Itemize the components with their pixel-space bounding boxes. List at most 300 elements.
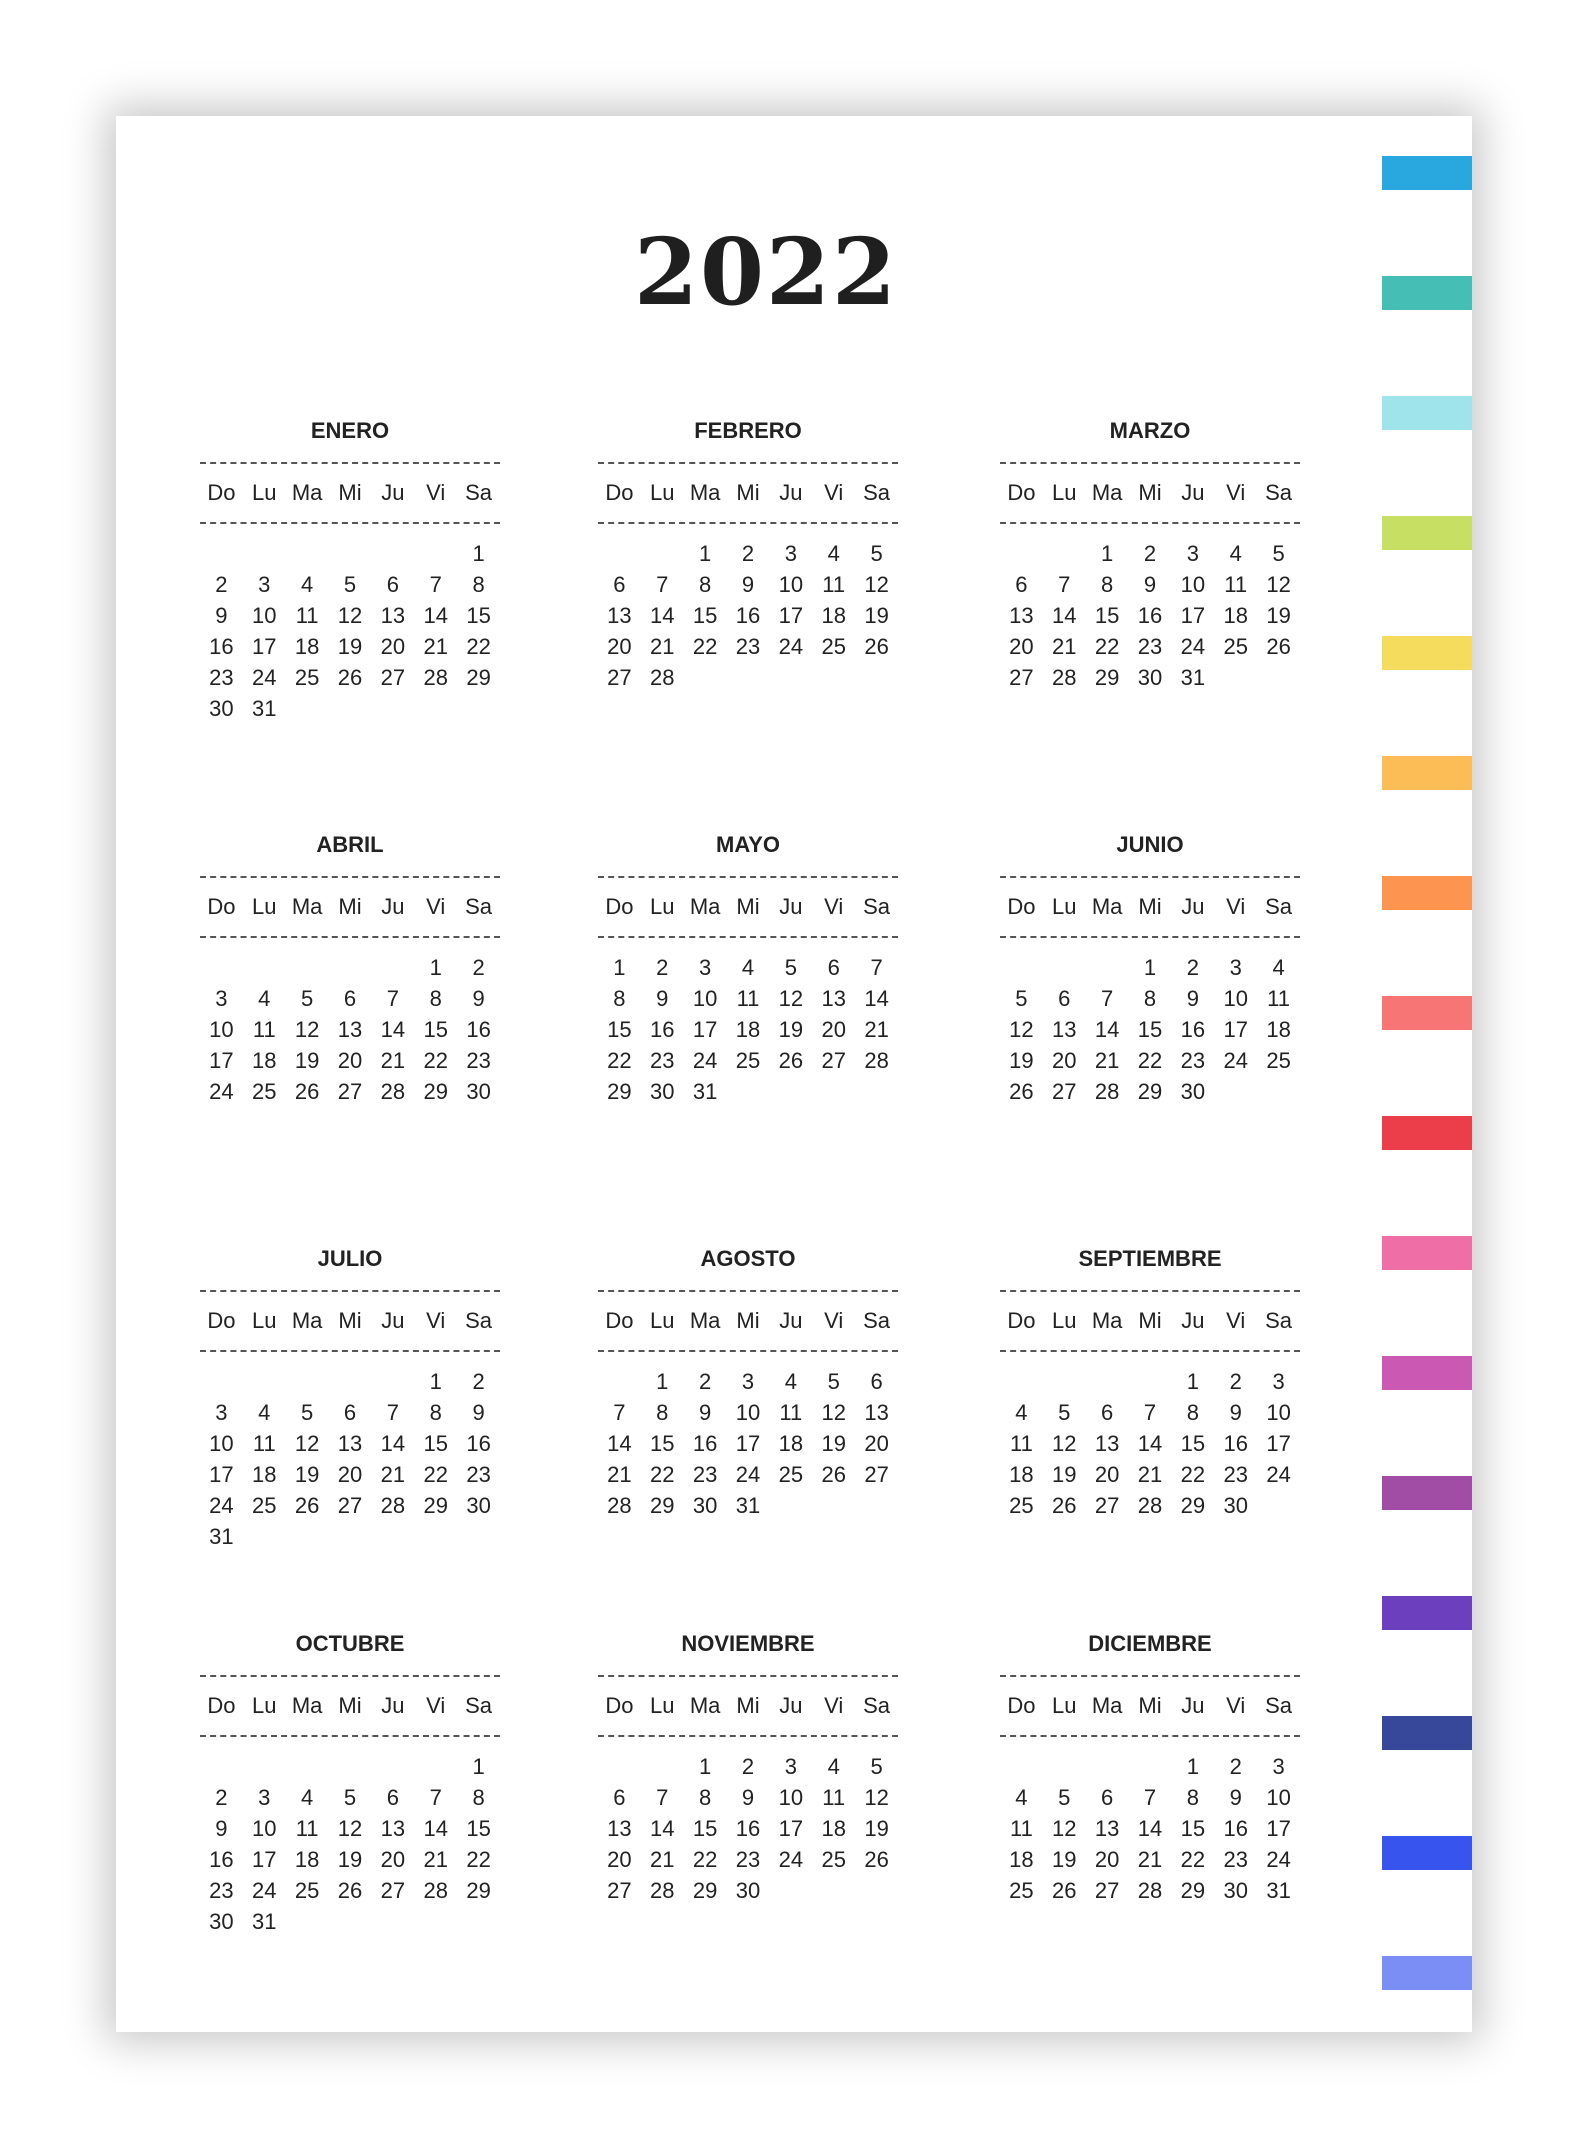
- color-tab-10[interactable]: [1382, 1236, 1472, 1270]
- date-cell: 19: [864, 1816, 889, 1841]
- empty-cell: [1043, 1366, 1086, 1397]
- date-cell: 31: [209, 1524, 234, 1549]
- date-cell: 19: [294, 1048, 320, 1073]
- month-septiembre: [1000, 1246, 1300, 1521]
- dashed-divider: [1000, 462, 1300, 464]
- empty-cell: [1000, 1751, 1043, 1782]
- date-cell: 24: [252, 665, 277, 690]
- date-cell: 30: [209, 696, 234, 721]
- date-cell: 14: [380, 1017, 406, 1042]
- weekday-label: Lu: [1052, 894, 1077, 919]
- color-tab-7[interactable]: [1382, 876, 1472, 910]
- empty-cell: [1043, 538, 1086, 569]
- date-cell: 26: [294, 1079, 320, 1104]
- weekday-label: Vi: [824, 894, 844, 919]
- date-cell: 18: [294, 634, 320, 659]
- date-cell: 7: [656, 572, 669, 597]
- date-cell: 1: [1186, 1754, 1199, 1779]
- date-cell: 25: [294, 1878, 320, 1903]
- date-cell: 2: [215, 1785, 228, 1810]
- month-name: MARZO: [1109, 418, 1191, 443]
- weekday-label: Vi: [426, 1693, 446, 1718]
- date-cell: 25: [1009, 1493, 1034, 1518]
- date-grid: [200, 1751, 500, 1937]
- date-cell: 27: [864, 1462, 889, 1487]
- date-cell: 28: [1137, 1878, 1163, 1903]
- date-cell: 26: [1052, 1878, 1077, 1903]
- weekday-label: Lu: [1052, 1308, 1077, 1333]
- date-cell: 1: [1186, 1369, 1199, 1394]
- color-tab-3[interactable]: [1382, 396, 1472, 430]
- date-cell: 2: [215, 572, 228, 597]
- weekday-label: Ju: [381, 480, 405, 505]
- date-grid: [598, 1366, 898, 1521]
- month-diciembre: [1000, 1631, 1300, 1906]
- month-agosto: [598, 1246, 898, 1521]
- date-cell: 28: [423, 1878, 448, 1903]
- date-cell: 26: [337, 665, 363, 690]
- date-grid: [598, 952, 898, 1107]
- year-title: 2022: [633, 218, 899, 326]
- date-cell: 22: [607, 1048, 632, 1073]
- date-cell: 6: [613, 1785, 626, 1810]
- date-cell: 27: [607, 1878, 632, 1903]
- dashed-divider: [598, 1735, 898, 1737]
- date-cell: 25: [1223, 634, 1248, 659]
- date-cell: 10: [1180, 572, 1206, 597]
- date-cell: 10: [735, 1400, 761, 1425]
- empty-cell: [598, 538, 641, 569]
- date-cell: 15: [466, 1816, 491, 1841]
- weekday-label: Ju: [1181, 1693, 1205, 1718]
- weekday-header: [598, 478, 898, 508]
- date-cell: 17: [252, 634, 277, 659]
- weekday-label: Ma: [291, 894, 323, 919]
- color-tab-5[interactable]: [1382, 636, 1472, 670]
- date-cell: 4: [258, 1400, 271, 1425]
- color-tab-4[interactable]: [1382, 516, 1472, 550]
- date-cell: 25: [252, 1079, 277, 1104]
- date-cell: 22: [423, 1048, 448, 1073]
- date-cell: 13: [1052, 1017, 1077, 1042]
- date-cell: 19: [1052, 1847, 1077, 1872]
- date-cell: 19: [294, 1462, 320, 1487]
- date-cell: 14: [423, 1816, 448, 1841]
- date-cell: 17: [778, 1816, 804, 1841]
- weekday-label: Lu: [650, 894, 675, 919]
- date-cell: 14: [650, 1816, 675, 1841]
- date-cell: 11: [1224, 572, 1248, 597]
- date-cell: 26: [1052, 1493, 1077, 1518]
- date-cell: 12: [864, 572, 889, 597]
- date-cell: 19: [1009, 1048, 1034, 1073]
- date-cell: 10: [778, 572, 804, 597]
- date-cell: 21: [1094, 1048, 1120, 1073]
- empty-cell: [286, 952, 329, 983]
- date-cell: 18: [821, 603, 846, 628]
- date-cell: 9: [741, 572, 755, 597]
- weekday-label: Lu: [650, 480, 675, 505]
- date-cell: 22: [692, 1847, 718, 1872]
- date-cell: 25: [1266, 1048, 1291, 1073]
- date-cell: 5: [827, 1369, 840, 1394]
- empty-cell: [329, 538, 372, 569]
- dashed-divider: [1000, 876, 1300, 878]
- date-grid: [1000, 952, 1300, 1107]
- month-name: FEBRERO: [694, 418, 802, 443]
- date-cell: 27: [380, 665, 406, 690]
- date-cell: 11: [252, 1431, 276, 1456]
- date-cell: 10: [1266, 1785, 1291, 1810]
- date-cell: 1: [656, 1369, 669, 1394]
- date-cell: 29: [1180, 1878, 1206, 1903]
- date-cell: 21: [1137, 1462, 1163, 1487]
- date-cell: 31: [252, 696, 277, 721]
- empty-cell: [286, 538, 329, 569]
- date-cell: 3: [215, 986, 228, 1011]
- date-cell: 16: [1137, 603, 1163, 628]
- weekday-label: Mi: [1138, 894, 1162, 919]
- date-cell: 1: [429, 1369, 442, 1394]
- date-grid: [1000, 1366, 1300, 1521]
- date-cell: 1: [699, 541, 712, 566]
- date-cell: 2: [699, 1369, 712, 1394]
- date-cell: 24: [209, 1493, 234, 1518]
- weekday-label: Ju: [779, 1308, 803, 1333]
- date-cell: 16: [209, 634, 234, 659]
- dashed-divider: [200, 1735, 500, 1737]
- date-cell: 1: [699, 1754, 712, 1779]
- date-cell: 14: [1137, 1816, 1163, 1841]
- date-cell: 20: [864, 1431, 889, 1456]
- date-cell: 14: [607, 1431, 632, 1456]
- date-cell: 10: [1223, 986, 1248, 1011]
- empty-cell: [414, 1751, 457, 1782]
- weekday-label: Mi: [736, 1693, 760, 1718]
- date-cell: 17: [1180, 603, 1206, 628]
- date-cell: 11: [295, 603, 319, 628]
- date-cell: 31: [692, 1079, 718, 1104]
- date-cell: 15: [1180, 1431, 1206, 1456]
- dashed-divider: [1000, 1290, 1300, 1292]
- date-cell: 21: [1137, 1847, 1163, 1872]
- empty-cell: [371, 538, 414, 569]
- date-cell: 15: [423, 1431, 448, 1456]
- date-cell: 13: [1094, 1431, 1120, 1456]
- date-cell: 18: [821, 1816, 846, 1841]
- date-cell: 7: [429, 572, 442, 597]
- date-cell: 23: [692, 1462, 718, 1487]
- date-cell: 22: [423, 1462, 448, 1487]
- weekday-label: Lu: [252, 894, 277, 919]
- date-cell: 23: [466, 1048, 491, 1073]
- date-cell: 7: [386, 986, 399, 1011]
- date-cell: 11: [252, 1017, 276, 1042]
- date-cell: 14: [1094, 1017, 1120, 1042]
- date-cell: 11: [779, 1400, 803, 1425]
- date-cell: 7: [613, 1400, 626, 1425]
- date-cell: 29: [607, 1079, 632, 1104]
- date-cell: 3: [699, 955, 712, 980]
- date-cell: 14: [380, 1431, 406, 1456]
- empty-cell: [1000, 952, 1043, 983]
- weekday-label: Do: [605, 480, 634, 505]
- date-cell: 7: [1101, 986, 1114, 1011]
- date-cell: 13: [1094, 1816, 1120, 1841]
- date-cell: 15: [650, 1431, 675, 1456]
- date-cell: 27: [337, 1493, 363, 1518]
- date-cell: 7: [656, 1785, 669, 1810]
- date-cell: 6: [1058, 986, 1071, 1011]
- date-cell: 21: [380, 1462, 406, 1487]
- weekday-label: Do: [207, 894, 236, 919]
- date-cell: 16: [692, 1431, 718, 1456]
- date-cell: 5: [1015, 986, 1028, 1011]
- date-cell: 14: [423, 603, 448, 628]
- date-cell: 8: [656, 1400, 669, 1425]
- date-cell: 6: [827, 955, 840, 980]
- empty-cell: [641, 538, 684, 569]
- weekday-label: Do: [207, 1693, 236, 1718]
- date-cell: 1: [1101, 541, 1114, 566]
- date-grid: [598, 1751, 898, 1906]
- date-cell: 3: [1186, 541, 1199, 566]
- empty-cell: [1043, 952, 1086, 983]
- weekday-label: Vi: [1226, 894, 1246, 919]
- date-cell: 4: [827, 541, 840, 566]
- dashed-divider: [1000, 936, 1300, 938]
- date-cell: 27: [1094, 1493, 1120, 1518]
- month-junio: [1000, 832, 1300, 1107]
- date-cell: 28: [1094, 1079, 1120, 1104]
- date-cell: 16: [209, 1847, 234, 1872]
- date-cell: 21: [423, 1847, 448, 1872]
- date-cell: 13: [337, 1017, 363, 1042]
- date-cell: 23: [1137, 634, 1163, 659]
- empty-cell: [1129, 1751, 1172, 1782]
- date-cell: 10: [252, 1816, 277, 1841]
- color-tab-15[interactable]: [1382, 1836, 1472, 1870]
- date-cell: 18: [1009, 1847, 1034, 1872]
- date-cell: 16: [466, 1431, 491, 1456]
- date-cell: 25: [294, 665, 320, 690]
- date-cell: 20: [821, 1017, 846, 1042]
- weekday-label: Ma: [291, 1308, 323, 1333]
- date-cell: 12: [337, 1816, 363, 1841]
- date-cell: 8: [472, 572, 485, 597]
- date-cell: 17: [1223, 1017, 1248, 1042]
- date-cell: 2: [472, 955, 485, 980]
- weekday-label: Do: [1007, 894, 1036, 919]
- date-cell: 21: [1052, 634, 1077, 659]
- date-cell: 18: [1223, 603, 1248, 628]
- date-grid: [1000, 1751, 1300, 1906]
- date-cell: 19: [821, 1431, 846, 1456]
- date-cell: 18: [778, 1431, 804, 1456]
- date-cell: 23: [466, 1462, 491, 1487]
- month-name: ENERO: [310, 418, 390, 443]
- date-cell: 1: [472, 1754, 485, 1779]
- date-cell: 24: [1266, 1462, 1291, 1487]
- date-cell: 3: [784, 541, 797, 566]
- empty-cell: [1086, 952, 1129, 983]
- date-cell: 12: [294, 1017, 320, 1042]
- color-tab-13[interactable]: [1382, 1596, 1472, 1630]
- date-cell: 23: [1180, 1048, 1206, 1073]
- color-tab-6[interactable]: [1382, 756, 1472, 790]
- weekday-label: Sa: [1265, 894, 1293, 919]
- date-cell: 17: [209, 1048, 234, 1073]
- date-cell: 6: [1101, 1785, 1114, 1810]
- dashed-divider: [200, 1350, 500, 1352]
- date-cell: 29: [1137, 1079, 1163, 1104]
- empty-cell: [200, 1366, 243, 1397]
- date-cell: 10: [209, 1017, 234, 1042]
- date-cell: 24: [1180, 634, 1206, 659]
- month-name: AGOSTO: [700, 1246, 796, 1271]
- date-cell: 30: [735, 1878, 761, 1903]
- date-cell: 13: [337, 1431, 363, 1456]
- weekday-label: Mi: [1138, 480, 1162, 505]
- date-cell: 27: [1009, 665, 1034, 690]
- empty-cell: [371, 1366, 414, 1397]
- weekday-label: Sa: [465, 480, 493, 505]
- empty-cell: [1043, 1751, 1086, 1782]
- date-cell: 15: [466, 603, 491, 628]
- empty-cell: [243, 952, 286, 983]
- color-tab-14[interactable]: [1382, 1716, 1472, 1750]
- weekday-label: Ju: [1181, 894, 1205, 919]
- weekday-label: Ma: [1091, 1308, 1123, 1333]
- color-tab-9[interactable]: [1382, 1116, 1472, 1150]
- color-tab-8[interactable]: [1382, 996, 1472, 1030]
- dashed-divider: [598, 1675, 898, 1677]
- date-cell: 4: [301, 572, 314, 597]
- date-cell: 9: [1186, 986, 1199, 1011]
- empty-cell: [329, 1751, 372, 1782]
- date-cell: 28: [1137, 1493, 1163, 1518]
- date-cell: 11: [1010, 1431, 1033, 1456]
- date-cell: 12: [1266, 572, 1291, 597]
- empty-cell: [243, 1366, 286, 1397]
- dashed-divider: [200, 936, 500, 938]
- date-cell: 1: [472, 541, 485, 566]
- date-cell: 18: [252, 1048, 277, 1073]
- date-cell: 8: [429, 986, 442, 1011]
- date-cell: 24: [1223, 1048, 1248, 1073]
- weekday-header: [598, 892, 898, 922]
- date-cell: 30: [1180, 1079, 1206, 1104]
- color-tab-11[interactable]: [1382, 1356, 1472, 1390]
- date-cell: 20: [607, 1847, 632, 1872]
- date-cell: 5: [301, 1400, 314, 1425]
- weekday-header: [200, 1691, 500, 1721]
- date-grid: [200, 538, 500, 724]
- date-cell: 28: [1052, 665, 1077, 690]
- date-cell: 20: [380, 1847, 406, 1872]
- weekday-label: Ma: [689, 894, 721, 919]
- date-cell: 25: [821, 1847, 846, 1872]
- date-cell: 10: [209, 1431, 234, 1456]
- month-name: SEPTIEMBRE: [1078, 1246, 1222, 1271]
- date-cell: 29: [1180, 1493, 1206, 1518]
- date-cell: 24: [735, 1462, 761, 1487]
- date-cell: 12: [821, 1400, 846, 1425]
- date-cell: 19: [1266, 603, 1291, 628]
- weekday-label: Mi: [1138, 1308, 1162, 1333]
- date-cell: 24: [252, 1878, 277, 1903]
- weekday-label: Ju: [381, 1308, 405, 1333]
- color-tab-16[interactable]: [1382, 1956, 1472, 1990]
- date-cell: 3: [784, 1754, 797, 1779]
- month-name: DICIEMBRE: [1088, 1631, 1212, 1656]
- date-cell: 25: [735, 1048, 761, 1073]
- date-cell: 9: [1143, 572, 1157, 597]
- color-tab-2[interactable]: [1382, 276, 1472, 310]
- dashed-divider: [200, 1675, 500, 1677]
- calendar-page: [116, 116, 1472, 2032]
- weekday-label: Mi: [338, 480, 362, 505]
- color-tab-12[interactable]: [1382, 1476, 1472, 1510]
- date-cell: 5: [1058, 1400, 1071, 1425]
- date-cell: 9: [1229, 1400, 1242, 1425]
- date-cell: 15: [607, 1017, 632, 1042]
- date-cell: 29: [1094, 665, 1120, 690]
- month-abril: [200, 832, 500, 1107]
- color-tab-1[interactable]: [1382, 156, 1472, 190]
- date-cell: 15: [1137, 1017, 1163, 1042]
- date-cell: 2: [1186, 955, 1199, 980]
- date-cell: 1: [613, 955, 626, 980]
- date-cell: 31: [735, 1493, 761, 1518]
- date-cell: 30: [209, 1909, 234, 1934]
- date-cell: 26: [294, 1493, 320, 1518]
- date-cell: 27: [1094, 1878, 1120, 1903]
- weekday-label: Do: [605, 1308, 634, 1333]
- weekday-label: Sa: [863, 1693, 891, 1718]
- date-cell: 5: [870, 541, 883, 566]
- weekday-header: [1000, 892, 1300, 922]
- date-cell: 10: [692, 986, 718, 1011]
- date-cell: 2: [472, 1369, 485, 1394]
- date-cell: 21: [607, 1462, 632, 1487]
- date-cell: 30: [466, 1079, 491, 1104]
- date-cell: 4: [1272, 955, 1285, 980]
- date-cell: 22: [1094, 634, 1120, 659]
- date-cell: 11: [295, 1816, 319, 1841]
- weekday-label: Sa: [1265, 1693, 1293, 1718]
- date-grid: [200, 952, 500, 1107]
- date-cell: 28: [380, 1079, 406, 1104]
- date-cell: 12: [1009, 1017, 1034, 1042]
- weekday-label: Ma: [1091, 894, 1123, 919]
- weekday-label: Vi: [824, 1693, 844, 1718]
- date-cell: 2: [1143, 541, 1157, 566]
- date-cell: 7: [1143, 1400, 1157, 1425]
- date-cell: 16: [1180, 1017, 1206, 1042]
- date-cell: 5: [343, 572, 357, 597]
- month-name: ABRIL: [316, 832, 384, 857]
- date-cell: 13: [607, 603, 632, 628]
- weekday-header: [1000, 478, 1300, 508]
- date-cell: 18: [294, 1847, 320, 1872]
- weekday-header: [200, 892, 500, 922]
- weekday-label: Do: [1007, 480, 1036, 505]
- weekday-label: Sa: [863, 480, 891, 505]
- date-cell: 8: [429, 1400, 442, 1425]
- weekday-label: Lu: [1052, 480, 1077, 505]
- date-cell: 19: [337, 634, 363, 659]
